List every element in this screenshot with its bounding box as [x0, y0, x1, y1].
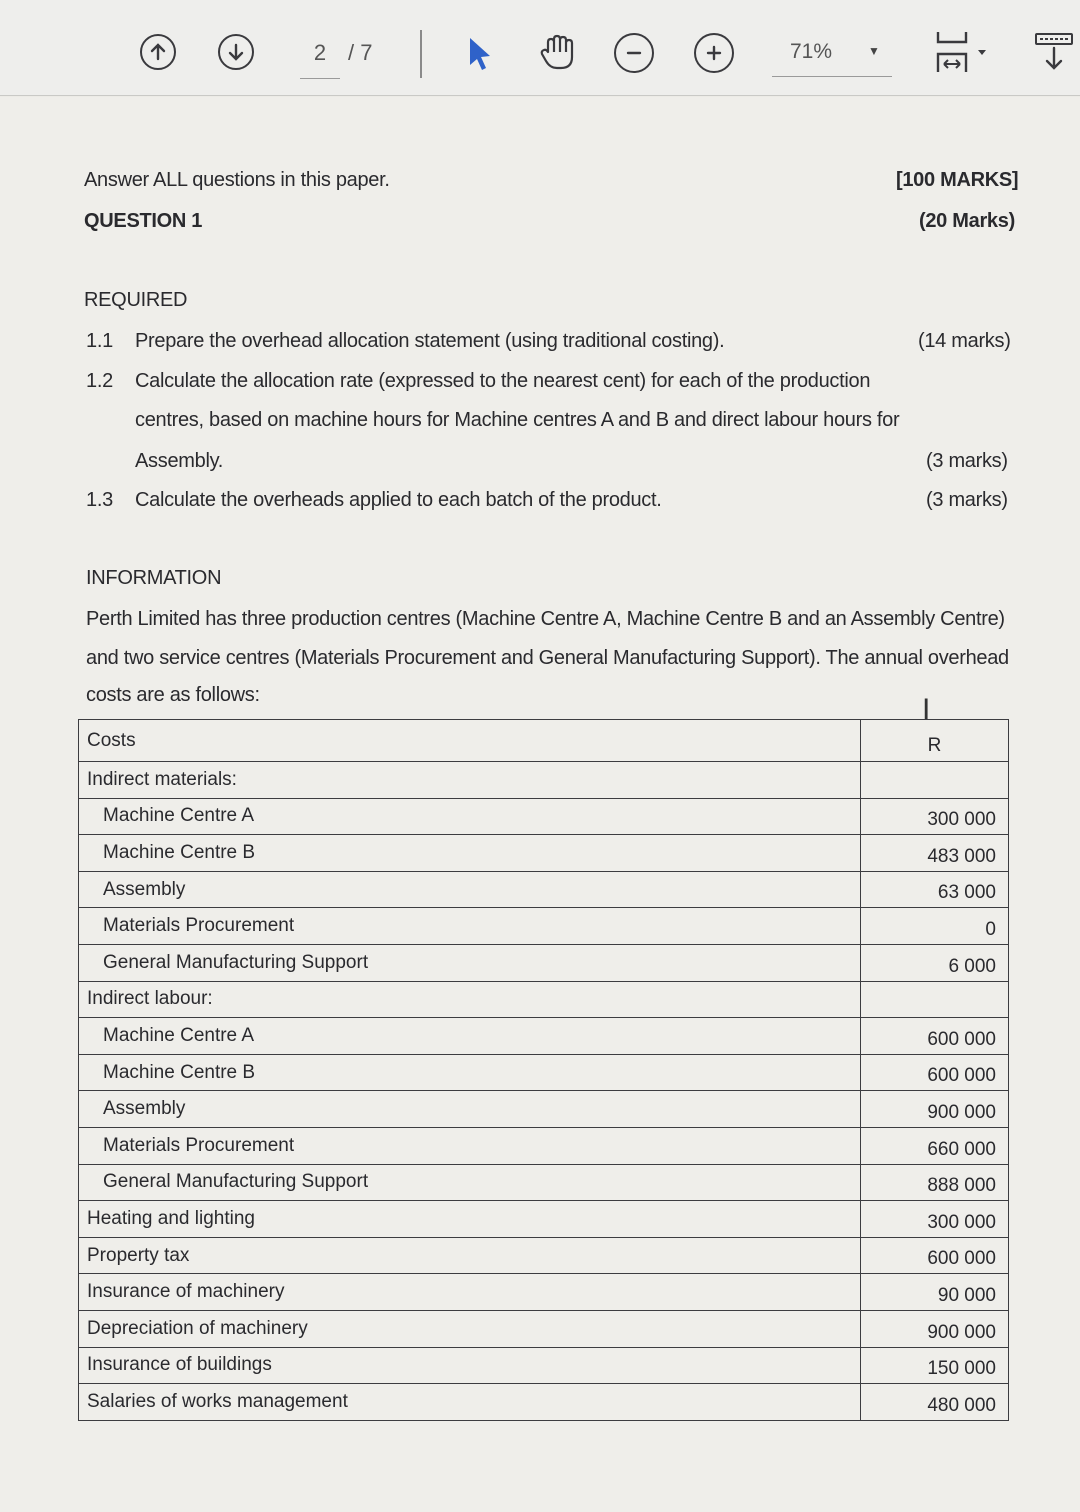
cost-value: 90 000: [861, 1274, 1009, 1311]
required-item-marks: (3 marks): [926, 450, 1008, 472]
cost-value: [861, 762, 1009, 799]
table-row: [79, 1091, 1009, 1128]
cost-value: 300 000: [861, 1201, 1009, 1238]
required-item-text: Prepare the overhead allocation statement (using traditional costing).: [135, 330, 725, 352]
cost-value: 483 000: [861, 835, 1009, 872]
table-row: [79, 981, 1009, 1018]
cost-label: Indirect materials:: [79, 762, 861, 799]
required-item-num: 1.1: [86, 330, 113, 352]
cost-label: Insurance of buildings: [79, 1347, 861, 1384]
table-row: [79, 1384, 1009, 1421]
pdf-toolbar: [0, 0, 1080, 96]
table-row: [79, 1127, 1009, 1164]
cost-value: 6 000: [861, 944, 1009, 981]
previous-page-button[interactable]: [140, 34, 176, 70]
minus-icon: [624, 43, 644, 63]
cost-label: Materials Procurement: [79, 1127, 861, 1164]
total-marks: [100 MARKS]: [896, 169, 1019, 191]
download-icon[interactable]: [1032, 30, 1076, 74]
column-header-costs: Costs: [79, 720, 861, 762]
required-item-text: Calculate the overheads applied to each batch of the product.: [135, 489, 662, 511]
cost-value: 480 000: [861, 1384, 1009, 1421]
table-row: [79, 1018, 1009, 1055]
required-item-marks: (3 marks): [926, 489, 1008, 511]
table-row: [79, 1274, 1009, 1311]
cost-value: 600 000: [861, 1237, 1009, 1274]
table-row: [79, 1347, 1009, 1384]
overhead-cost-table: [78, 719, 1009, 1421]
cost-label: Assembly: [79, 871, 861, 908]
information-text: costs are as follows:: [86, 684, 260, 706]
text-cursor-icon: I: [922, 693, 931, 726]
required-item-num: 1.3: [86, 489, 113, 511]
required-item-num: 1.2: [86, 370, 113, 392]
page-fit-icon[interactable]: [932, 28, 992, 76]
cost-value: 63 000: [861, 871, 1009, 908]
instruction-text: Answer ALL questions in this paper.: [84, 169, 390, 191]
next-page-button[interactable]: [218, 34, 254, 70]
table-row: [79, 1201, 1009, 1238]
plus-icon: [704, 43, 724, 63]
cost-label: Machine Centre B: [79, 835, 861, 872]
table-header-row: [79, 720, 1009, 762]
cost-value: 0: [861, 908, 1009, 945]
table-row: [79, 835, 1009, 872]
information-heading: INFORMATION: [86, 567, 222, 589]
required-heading: REQUIRED: [84, 289, 188, 311]
required-item-text: Calculate the allocation rate (expressed to the nearest cent) for each of the production: [135, 370, 871, 392]
question-title: QUESTION 1: [84, 210, 203, 232]
table-row: [79, 1310, 1009, 1347]
cost-value: [861, 981, 1009, 1018]
cost-value: 600 000: [861, 1018, 1009, 1055]
cost-value: 150 000: [861, 1347, 1009, 1384]
cost-label: Machine Centre B: [79, 1054, 861, 1091]
cost-label: Materials Procurement: [79, 908, 861, 945]
cost-value: 900 000: [861, 1091, 1009, 1128]
table-row: [79, 1164, 1009, 1201]
cost-value: 660 000: [861, 1127, 1009, 1164]
chevron-down-icon: ▼: [868, 44, 880, 58]
arrow-down-icon: [226, 42, 246, 62]
question-marks: (20 Marks): [919, 210, 1015, 232]
cost-label: Indirect labour:: [79, 981, 861, 1018]
page-number-input[interactable]: 2: [300, 38, 340, 79]
table-row: [79, 1237, 1009, 1274]
arrow-up-icon: [148, 42, 168, 62]
page-total-label: / 7: [348, 40, 373, 65]
cost-label: Machine Centre A: [79, 798, 861, 835]
toolbar-divider: [420, 30, 422, 78]
zoom-value: 71%: [790, 40, 833, 63]
cost-value: 900 000: [861, 1310, 1009, 1347]
table-row: [79, 1054, 1009, 1091]
cost-value: 600 000: [861, 1054, 1009, 1091]
table-row: [79, 871, 1009, 908]
zoom-out-button[interactable]: [614, 33, 654, 73]
information-text: and two service centres (Materials Procurement and General Manufacturing Support). The annual overhead: [86, 647, 1009, 669]
required-item-text: Assembly.: [135, 450, 224, 472]
cost-label: Salaries of works management: [79, 1384, 861, 1421]
information-text: Perth Limited has three production centres (Machine Centre A, Machine Centre B and an Assembly Centre): [86, 608, 1005, 630]
required-item-text: centres, based on machine hours for Machine centres A and B and direct labour hours for: [135, 409, 900, 431]
cost-label: Depreciation of machinery: [79, 1310, 861, 1347]
cost-label: Heating and lighting: [79, 1201, 861, 1238]
cost-label: Machine Centre A: [79, 1018, 861, 1055]
required-item-marks: (14 marks): [918, 330, 1011, 352]
cost-value: 888 000: [861, 1164, 1009, 1201]
cost-label: General Manufacturing Support: [79, 1164, 861, 1201]
table-row: [79, 944, 1009, 981]
table-row: [79, 908, 1009, 945]
column-header-currency: R: [861, 720, 1009, 762]
cost-label: Property tax: [79, 1237, 861, 1274]
cost-value: 300 000: [861, 798, 1009, 835]
zoom-in-button[interactable]: [694, 33, 734, 73]
pointer-arrow-icon[interactable]: [458, 30, 502, 74]
pdf-page: [0, 97, 1080, 1512]
cost-label: Assembly: [79, 1091, 861, 1128]
cost-label: General Manufacturing Support: [79, 944, 861, 981]
cost-label: Insurance of machinery: [79, 1274, 861, 1311]
table-row: [79, 798, 1009, 835]
zoom-select[interactable]: [772, 34, 892, 77]
hand-icon[interactable]: [536, 30, 580, 74]
table-row: [79, 762, 1009, 799]
